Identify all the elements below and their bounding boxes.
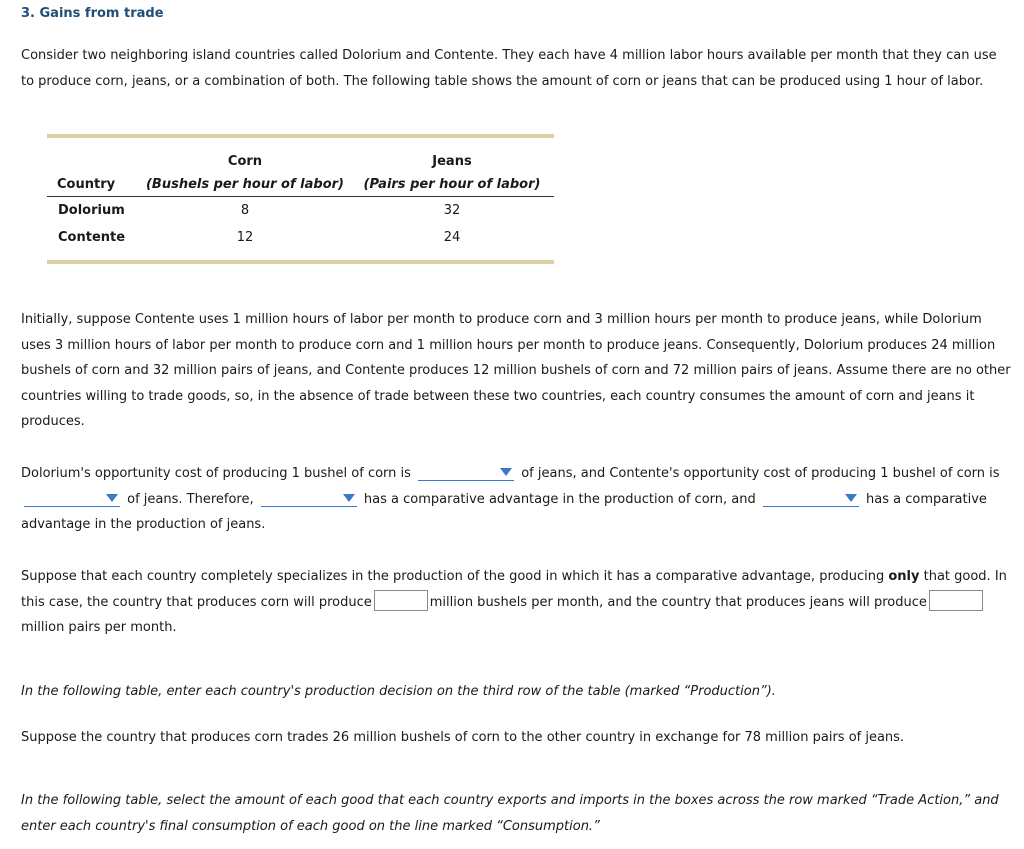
specialization-paragraph: [21, 564, 1011, 641]
table-row: [47, 224, 554, 251]
chevron-down-icon: [343, 494, 355, 502]
table-top-rule: [47, 134, 554, 138]
trade-instruction: In the following table, select the amount of each good that each country exports and imports in the boxes across the row marked “Trade Action,” and enter each country's final consumption of each good on the line marked “Consumption.”: [21, 793, 999, 834]
country-name: Dolorium: [58, 203, 125, 218]
chevron-down-icon: [106, 494, 118, 502]
header-corn: Corn: [227, 154, 263, 169]
opp-text-4: has a comparative advantage in the production of corn, and: [363, 491, 756, 507]
corn-value: 8: [240, 203, 250, 218]
corn-advantage-country-dropdown[interactable]: [261, 490, 357, 507]
chevron-down-icon: [500, 468, 512, 476]
opp-text-1: Dolorium's opportunity cost of producing 1 bushel of corn is: [21, 466, 411, 481]
production-instruction: In the following table, enter each country's production decision on the third row of the table (marked “Production”).: [21, 684, 776, 699]
table-row: [47, 197, 554, 225]
chevron-down-icon: [845, 494, 857, 502]
header-country: Country: [47, 173, 140, 197]
special-text-3: million bushels per month, and the country that produces jeans will produce: [429, 594, 927, 610]
special-bold-only: only: [888, 569, 920, 584]
jeans-advantage-country-dropdown[interactable]: [763, 490, 859, 507]
opp-text-2: of jeans, and Contente's opportunity cost of producing 1 bushel of corn is: [521, 466, 1000, 481]
jeans-value: 24: [443, 230, 461, 245]
intro-paragraph: Consider two neighboring island countries called Dolorium and Contente. They each have 4 million labor hours available per month that they can use to produce corn, jeans, or a combination of both. The following table shows the amount of corn or jeans that can be produced using 1 hour of labor.: [21, 48, 997, 89]
dolorium-opportunity-cost-dropdown[interactable]: [418, 464, 514, 481]
special-text-2: that good. In this case, the country that produces corn will produce: [21, 569, 1007, 610]
opportunity-cost-paragraph: [21, 461, 1011, 538]
corn-production-input[interactable]: [374, 590, 428, 611]
jeans-value: 32: [443, 203, 461, 218]
special-text-1: Suppose that each country completely specializes in the production of the good in which it has a comparative advantage, producing: [21, 569, 885, 584]
opp-text-5: has a comparative advantage in the production of jeans.: [21, 491, 987, 532]
trade-paragraph: Suppose the country that produces corn trades 26 million bushels of corn to the other country in exchange for 78 million pairs of jeans.: [21, 730, 905, 745]
productivity-table: [47, 134, 554, 264]
jeans-production-input[interactable]: [929, 590, 983, 611]
header-jeans-units: (Pairs per hour of labor): [350, 173, 554, 197]
special-text-4: million pairs per month.: [21, 620, 177, 635]
contente-opportunity-cost-dropdown[interactable]: [24, 490, 120, 507]
header-corn-units: (Bushels per hour of labor): [140, 173, 350, 197]
initial-production-paragraph: Initially, suppose Contente uses 1 million hours of labor per month to produce corn and 3 million hours per month to produce jeans, while Dolorium uses 3 million hours of labor per month to produce corn and 1 million hours per month to produce jeans. Consequently, Dolorium produces 24 million bushels of corn and 32 million pairs of jeans, and Contente produces 12 million bushels of corn and 72 million pairs of jeans. Assume there are no other countries willing to trade goods, so, in the absence of trade between these two countries, each country consumes the amount of corn and jeans it produces.: [21, 312, 1011, 429]
country-name: Contente: [58, 230, 126, 245]
section-title: 3. Gains from trade: [21, 6, 164, 21]
opp-text-3: of jeans. Therefore,: [127, 491, 254, 507]
header-jeans: Jeans: [432, 154, 472, 169]
corn-value: 12: [236, 230, 254, 245]
table-bottom-rule: [47, 260, 554, 264]
